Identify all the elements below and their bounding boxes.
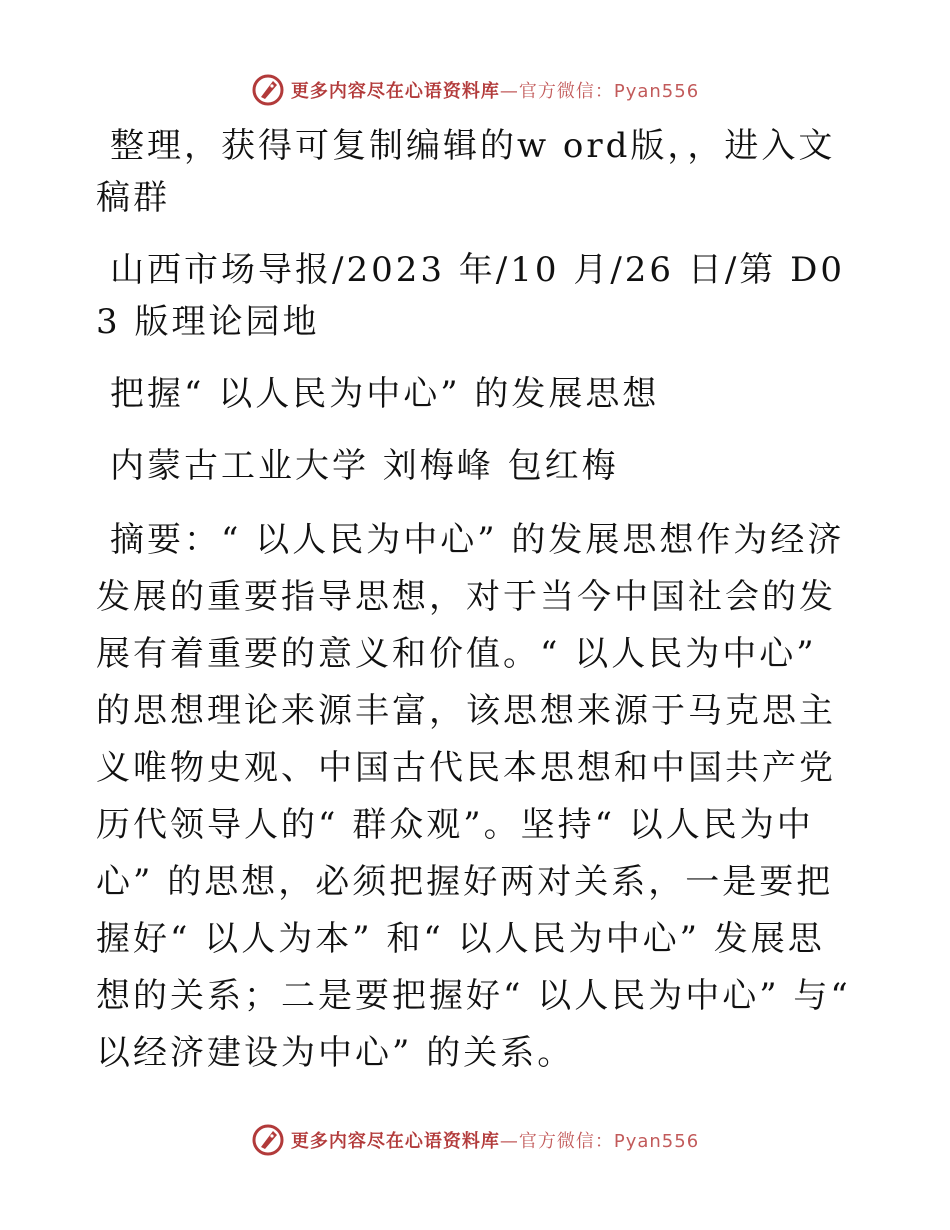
intro-note: 整理，获得可复制编辑的w ord版，，进入文稿群	[96, 126, 836, 218]
abstract-paragraph: 摘要：“ 以人民为中心” 的发展思想作为经济发展的重要指导思想，对于当今中国社会的发展有着重要的意义和价值。“ 以人民为中心” 的思想理论来源丰富，该思想来源于马克思主义唯物史观、中国古代民本思想和中国共产党历代领导人的“ 群众观”。坚持“ 以人民为中心” 的思想，必须把握好两对关系，一是要把握好“ 以人为本” 和“ 以人民为中心” 发展思想的关系；二是要把握好“ 以人民为中心” 与“ 以经济建设为中心” 的关系。	[96, 520, 851, 1073]
banner-label	[291, 77, 699, 103]
document-body	[96, 120, 856, 1102]
footer-banner	[0, 1120, 950, 1160]
header-banner	[0, 70, 950, 110]
banner-contact-text: —官方微信：Pyan556	[499, 81, 700, 102]
pen-nib-circle-icon	[251, 73, 285, 107]
source-line: 山西市场导报/2023 年/10 月/26 日/第 D03 版理论园地	[96, 250, 845, 342]
author-line: 内蒙古工业大学 刘梅峰 包红梅	[110, 446, 619, 486]
article-title: 把握“ 以人民为中心” 的发展思想	[110, 374, 660, 414]
pen-nib-circle-icon	[251, 1123, 285, 1157]
banner-contact-text: —官方微信：Pyan556	[499, 1131, 700, 1152]
banner-site-text: 更多内容尽在心语资料库	[290, 1131, 500, 1152]
banner-label	[291, 1127, 699, 1153]
banner-site-text: 更多内容尽在心语资料库	[290, 81, 500, 102]
